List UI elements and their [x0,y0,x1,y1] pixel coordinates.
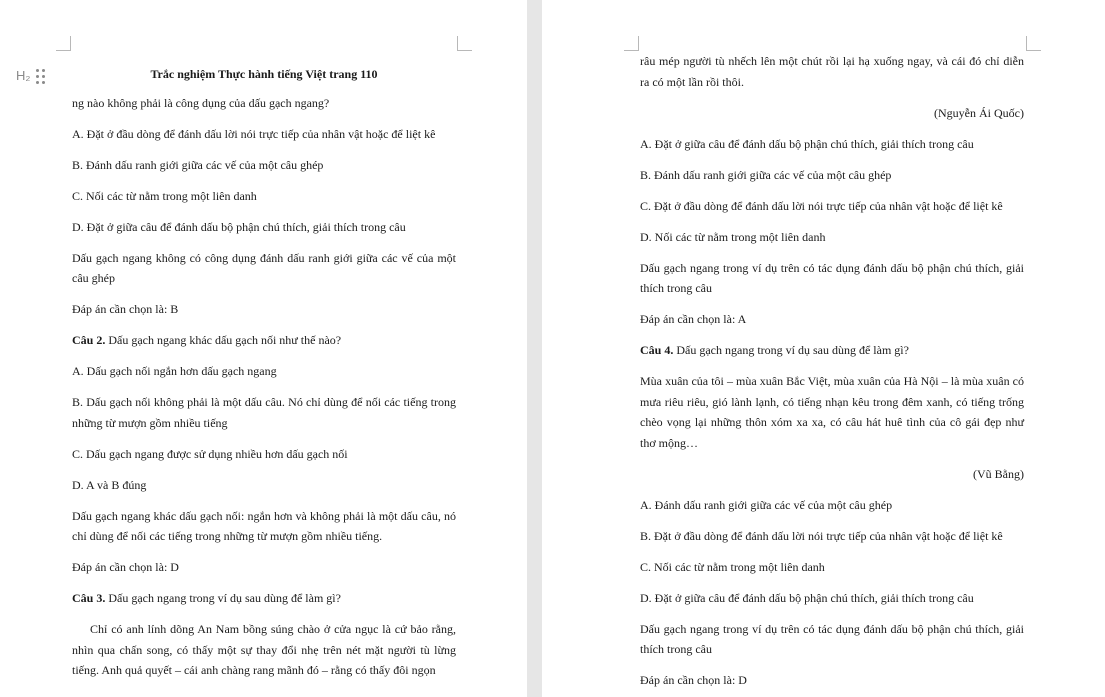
answer-option: C. Đặt ở đầu dòng để đánh dấu lời nói trực tiếp của nhân vật hoặc để liệt kê [640,198,1003,213]
heading-level-marker[interactable]: H₂ [16,68,31,83]
answer-option: B. Dấu gạch nối không phải là một dấu câu. Nó chỉ dùng để nối các tiếng trong những từ mượn gồm nhiều tiếng [72,395,456,430]
answer-option: B. Đánh dấu ranh giới giữa các vế của một câu ghép [640,167,892,182]
document-page-left [0,0,527,697]
answer-option: A. Đánh dấu ranh giới giữa các vế của một câu ghép [640,497,893,512]
crop-mark [624,36,639,51]
answer-key: Đáp án cần chọn là: B [72,302,179,316]
page-content[interactable] [640,51,1024,697]
answer-option: B. Đánh dấu ranh giới giữa các vế của một câu ghép [72,157,324,172]
explanation: Dấu gạch ngang không có công dụng đánh dấu ranh giới giữa các vế của một câu ghép [72,250,456,285]
question [640,340,1024,361]
crop-mark [457,36,472,51]
document-page-right [542,0,1105,697]
answer-key: Đáp án cần chọn là: D [72,560,179,574]
page-gutter [527,0,542,697]
answer-option: D. A và B đúng [72,477,147,492]
quote-author: (Nguyễn Ái Quốc) [934,105,1024,120]
paragraph: ng nào không phải là công dụng của dấu gạch ngang? [72,95,330,110]
document-title: Trắc nghiệm Thực hành tiếng Việt trang 110 [150,67,378,81]
question-text: Dấu gạch ngang trong ví dụ sau dùng để làm gì? [105,591,341,605]
explanation: Dấu gạch ngang khác dấu gạch nối: ngắn hơn và không phải là một dấu câu, nó chỉ dùng để nối các tiếng trong những từ mượn gồm nhiều tiếng. [72,508,456,543]
answer-option: A. Đặt ở đầu dòng để đánh dấu lời nói trực tiếp của nhân vật hoặc để liệt kê [72,126,436,141]
drag-handle-icon[interactable] [36,69,45,84]
answer-option: D. Đặt ở giữa câu để đánh dấu bộ phận chú thích, giải thích trong câu [640,590,974,605]
answer-option: C. Nối các từ nằm trong một liên danh [72,188,257,203]
question-label: Câu 3. [72,591,106,605]
answer-key: Đáp án cần chọn là: D [640,673,747,687]
quoted-passage: Mùa xuân của tôi – mùa xuân Bắc Việt, mùa xuân của Hà Nội – là mùa xuân có mưa riêu riêu, gió lành lạnh, có tiếng nhạn kêu trong đêm xanh, có tiếng trống chèo vọng lại những thôn xóm xa xa, có câu hát huê tình của cô gái đẹp như thơ mộng… [640,374,1024,450]
answer-option: D. Đặt ở giữa câu để đánh dấu bộ phận chú thích, giải thích trong câu [72,219,406,234]
question-label: Câu 2. [72,333,106,347]
answer-key: Đáp án cần chọn là: A [640,312,747,326]
crop-mark [56,36,71,51]
question [72,588,456,609]
question [72,330,456,351]
answer-option: C. Nối các từ nằm trong một liên danh [640,559,825,574]
answer-option: D. Nối các từ nằm trong một liên danh [640,229,826,244]
answer-option: B. Đặt ở đầu dòng để đánh dấu lời nói trực tiếp của nhân vật hoặc để liệt kê [640,528,1003,543]
explanation: Dấu gạch ngang trong ví dụ trên có tác dụng đánh dấu bộ phận chú thích, giải thích trong câu [640,260,1024,295]
quoted-passage: Chỉ có anh lính dõng An Nam bồng súng chào ở cửa ngục là cứ bảo rằng, nhìn qua chấn song, có thấy một sự thay đổi nhẹ trên nét mặt người tù lừng tiếng. Anh quả quyết – cái anh chàng rang mãnh đó – rằng có thấy đôi ngọn [72,622,456,677]
answer-option: C. Dấu gạch ngang được sử dụng nhiều hơn dấu gạch nối [72,446,348,461]
page-content[interactable] [72,64,456,691]
quoted-passage: râu mép người tù nhếch lên một chút rồi lại hạ xuống ngay, và cái đó chỉ diễn ra có một lần rồi thôi. [640,54,1024,89]
question-label: Câu 4. [640,343,674,357]
answer-option: A. Dấu gạch nối ngắn hơn dấu gạch ngang [72,364,277,378]
quote-author: (Vũ Bằng) [973,466,1024,481]
question-text: Dấu gạch ngang khác dấu gạch nối như thế nào? [105,333,342,347]
question-text: Dấu gạch ngang trong ví dụ sau dùng để làm gì? [673,343,909,357]
crop-mark [1026,36,1041,51]
answer-option: A. Đặt ở giữa câu để đánh dấu bộ phận chú thích, giải thích trong câu [640,136,974,151]
explanation: Dấu gạch ngang trong ví dụ trên có tác dụng đánh dấu bộ phận chú thích, giải thích trong câu [640,621,1024,656]
